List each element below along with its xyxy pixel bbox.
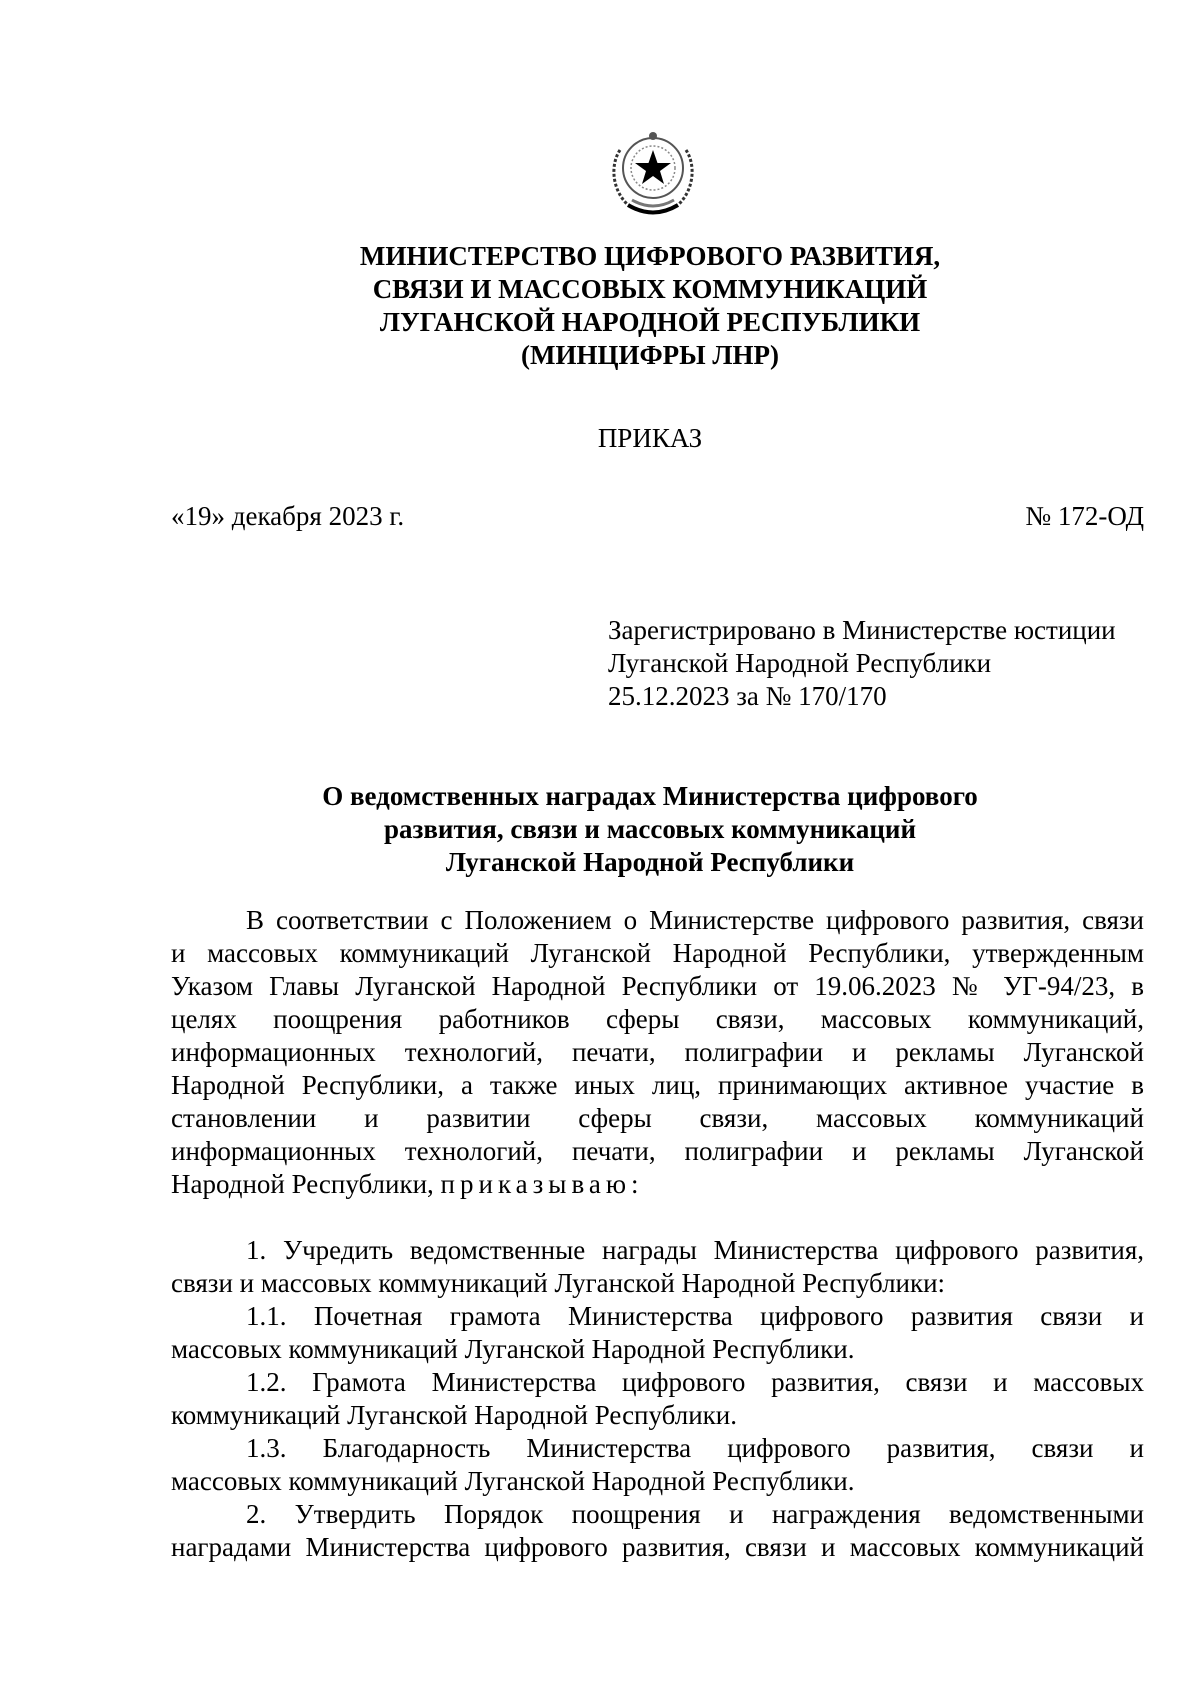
body-line <box>171 1168 1144 1201</box>
spacer <box>171 1201 1144 1234</box>
organization-header <box>200 240 1100 372</box>
org-line: (МИНЦИФРЫ ЛНР) <box>520 340 780 370</box>
item-line: 1.1. Почетная грамота Министерства цифрового развития связи и <box>246 1301 1144 1331</box>
body-line: Народной Республики, а также иных лиц, принимающих активное участие в <box>171 1070 1144 1100</box>
body-line: Указом Главы Луганской Народной Республики от 19.06.2023 № УГ-94/23, в <box>171 971 1144 1001</box>
org-line: МИНИСТЕРСТВО ЦИФРОВОГО РАЗВИТИЯ, <box>359 241 941 271</box>
document-date: «19» декабря 2023 г. <box>171 501 405 531</box>
item-line: наградами Министерства цифрового развития, связи и массовых коммуникаций <box>171 1532 1144 1562</box>
registration-line: Зарегистрировано в Министерстве юстиции <box>608 615 1116 645</box>
item-line: 1.3. Благодарность Министерства цифрового развития, связи и <box>246 1433 1144 1463</box>
body-line: целях поощрения работников сферы связи, массовых коммуникаций, <box>171 1004 1144 1034</box>
item-line: связи и массовых коммуникаций Луганской Народной Республики: <box>171 1268 946 1298</box>
document-body <box>171 904 1144 1564</box>
item-line: 1.2. Грамота Министерства цифрового развития, связи и массовых <box>246 1367 1144 1397</box>
item-line: 2. Утвердить Порядок поощрения и награждения ведомственными <box>246 1499 1144 1529</box>
item-line: массовых коммуникаций Луганской Народной Республики. <box>171 1334 855 1364</box>
body-line: становлении и развитии сферы связи, массовых коммуникаций <box>171 1103 1144 1133</box>
registration-line: Луганской Народной Республики <box>608 648 992 678</box>
body-line: и массовых коммуникаций Луганской Народной Республики, утвержденным <box>171 938 1144 968</box>
item-line: массовых коммуникаций Луганской Народной Республики. <box>171 1466 855 1496</box>
item-line: 1. Учредить ведомственные награды Министерства цифрового развития, <box>246 1235 1144 1265</box>
body-line: В соответствии с Положением о Министерстве цифрового развития, связи <box>246 905 1144 935</box>
subject-line: развития, связи и массовых коммуникаций <box>383 814 917 844</box>
registration-line: 25.12.2023 за № 170/170 <box>608 681 887 711</box>
subject-line: Луганской Народной Республики <box>445 847 855 877</box>
item-line: коммуникаций Луганской Народной Республики. <box>171 1400 737 1430</box>
body-line: информационных технологий, печати, полиграфии и рекламы Луганской <box>171 1136 1144 1166</box>
org-line: СВЯЗИ И МАССОВЫХ КОММУНИКАЦИЙ <box>372 274 928 304</box>
body-line-text: Народной Республики, <box>171 1169 434 1199</box>
document-type: ПРИКАЗ <box>597 423 703 453</box>
document-number: № 172-ОД <box>1025 501 1144 531</box>
document-subject <box>200 780 1100 879</box>
coat-of-arms-icon <box>598 120 708 220</box>
registration-block <box>608 614 1116 713</box>
body-line: информационных технологий, печати, полиграфии и рекламы Луганской <box>171 1037 1144 1067</box>
org-line: ЛУГАНСКОЙ НАРОДНОЙ РЕСПУБЛИКИ <box>379 307 921 337</box>
subject-line: О ведомственных наградах Министерства цифрового <box>322 781 978 811</box>
order-word: приказываю: <box>440 1169 644 1199</box>
